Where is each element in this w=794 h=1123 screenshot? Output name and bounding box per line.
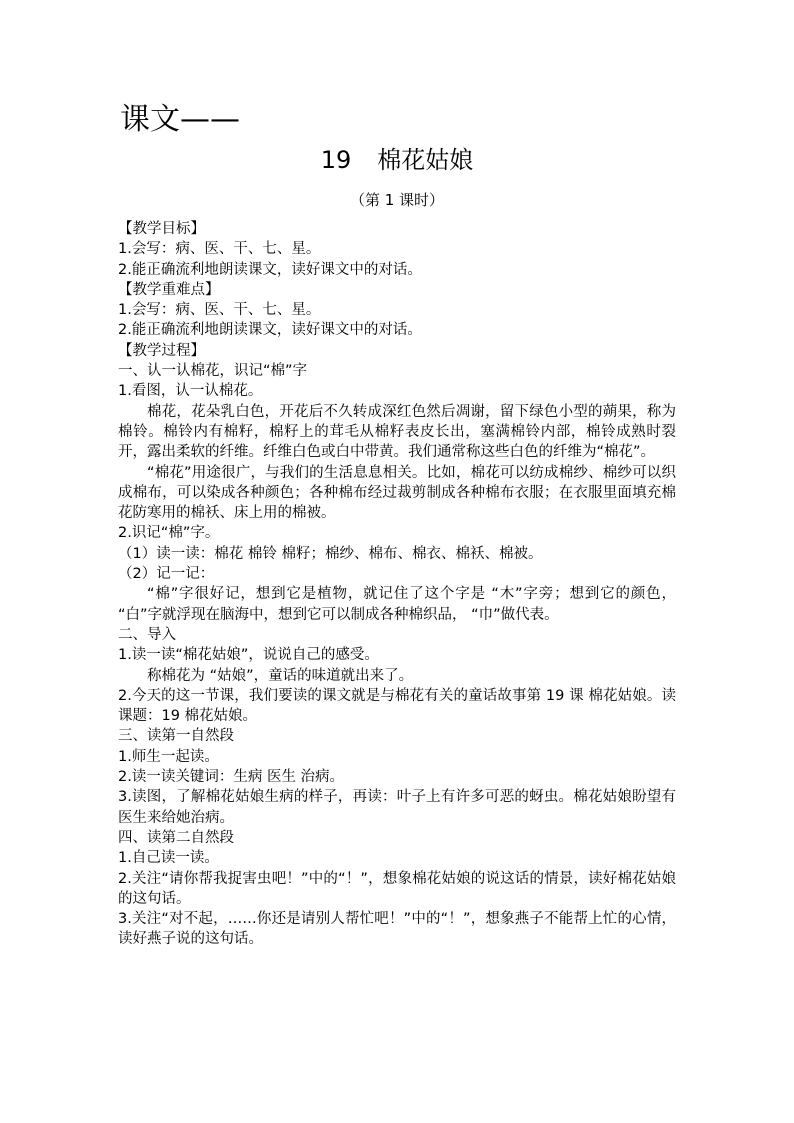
- part-heading: 二、导入: [118, 626, 176, 643]
- lesson-title: [0, 143, 794, 177]
- key-points-heading: 【教学重难点】: [118, 281, 220, 298]
- paragraph: “棉”字很好记，想到它是植物，就记住了这个字是 “木”字旁；想到它的颜色， “白”字就浮现在脑海中，想到它可以制成各种棉织品， “巾”做代表。: [118, 586, 676, 623]
- goal-item: 1.会写：病、医、干、七、星。: [118, 241, 321, 258]
- step-item: 2.识记“棉”字。: [118, 525, 220, 542]
- part-heading: 三、读第一自然段: [118, 728, 234, 745]
- goals-heading: 【教学目标】: [118, 221, 205, 237]
- part-heading: 一、认一认棉花，识记“棉”字: [118, 363, 308, 380]
- sub-step-item: （2）记一记：: [118, 566, 215, 583]
- step-item: 2.今天的这一节课，我们要读的课文就是与棉花有关的童话故事第 19 课 棉花姑娘。读课题：19 棉花姑娘。: [118, 687, 676, 725]
- step-item: 2.读一读关键词：生病 医生 治病。: [118, 769, 345, 786]
- key-point-item: 1.会写：病、医、干、七、星。: [118, 302, 321, 319]
- sub-step-item: （1）读一读：棉花 棉铃 棉籽；棉纱、棉布、棉衣、棉袄、棉被。: [118, 545, 543, 562]
- step-item: 1.师生一起读。: [118, 748, 219, 765]
- section-heading: 课文——: [120, 102, 240, 137]
- step-item: 1.读一读“棉花姑娘”，说说自己的感受。: [118, 647, 379, 664]
- note-line: 称棉花为 “姑娘”，童话的味道就出来了。: [147, 667, 414, 684]
- lesson-name: 棉花姑娘: [377, 146, 474, 174]
- lesson-period: （第 1 课时）: [349, 191, 445, 209]
- goal-item: 2.能正确流利地朗读课文，读好课文中的对话。: [118, 261, 422, 278]
- paragraph: “棉花”用途很广，与我们的生活息息相关。比如，棉花可以纺成棉纱、棉纱可以织成棉布，可以染成各种颜色；各种棉布经过裁剪制成各种棉布衣服；在衣服里面填充棉花防寒用的棉袄、床上用的棉被。: [118, 464, 676, 522]
- step-item: 3.关注“对不起，……你还是请别人帮忙吧！”中的“！”，想象燕子不能帮上忙的心情，读好燕子说的这句话。: [118, 911, 676, 948]
- process-heading: 【教学过程】: [118, 342, 205, 359]
- step-item: 1.自己读一读。: [118, 850, 219, 867]
- lesson-body: [118, 219, 676, 950]
- key-point-item: 2.能正确流利地朗读课文，读好课文中的对话。: [118, 322, 422, 339]
- step-item: 1.看图，认一认棉花。: [118, 383, 263, 400]
- step-item: 3.读图，了解棉花姑娘生病的样子，再读：叶子上有许多可恶的蚜虫。棉花姑娘盼望有医生来给她治病。: [118, 789, 676, 826]
- part-heading: 四、读第二自然段: [118, 829, 234, 846]
- step-item: 2.关注“请你帮我捉害虫吧！”中的“！”，想象棉花姑娘的说这话的情景，读好棉花姑娘的这句话。: [118, 870, 676, 907]
- paragraph: 棉花，花朵乳白色，开花后不久转成深红色然后凋谢，留下绿色小型的蒴果，称为棉铃。棉铃内有棉籽，棉籽上的茸毛从棉籽表皮长出，塞满棉铃内部，棉铃成熟时裂开，露出柔软的纤维。纤维白色或白中带黄。我们通常称这些白色的纤维为“棉花”。: [118, 403, 676, 461]
- lesson-number: 19: [320, 146, 352, 174]
